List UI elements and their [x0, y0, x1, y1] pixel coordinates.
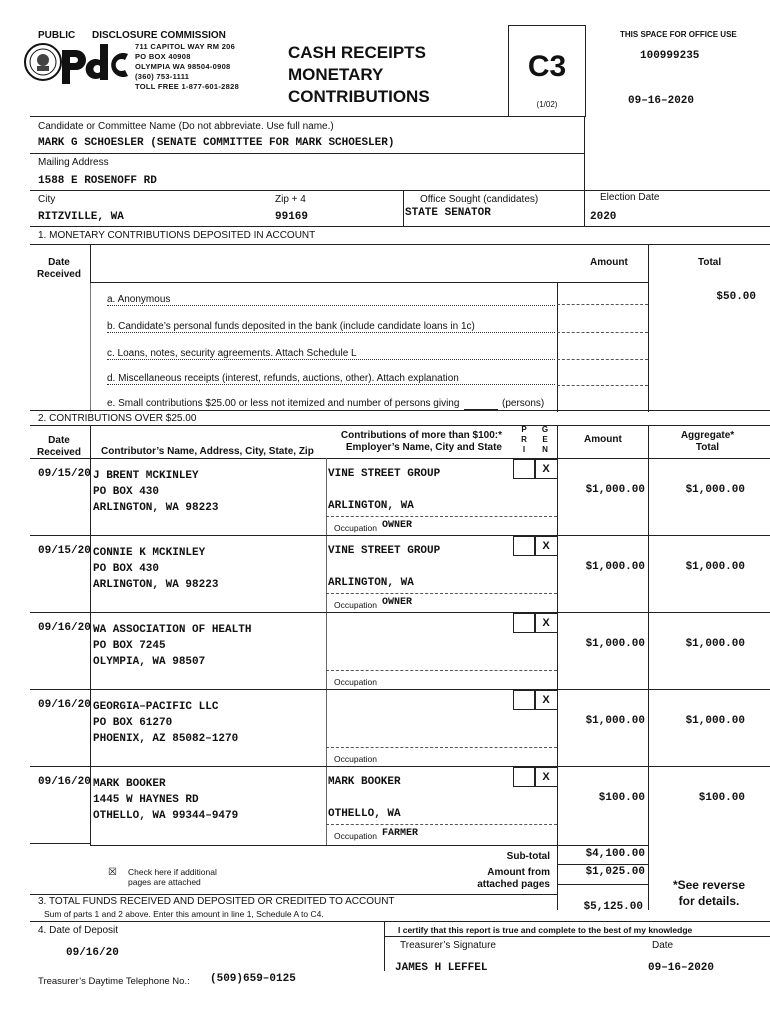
office-sought-label: Office Sought (candidates)	[420, 194, 539, 205]
contributor-city: ARLINGTON, WA 98223	[93, 502, 219, 514]
s2-date-label	[30, 435, 88, 459]
deposit-date: 09/16/20	[66, 947, 119, 959]
s2-employer-label	[300, 430, 502, 454]
row-amount: $1,000.00	[585, 638, 645, 650]
occupation-label: Occupation	[334, 754, 377, 764]
section3-heading: 3. TOTAL FUNDS RECEIVED AND DEPOSITED OR CREDITED TO ACCOUNT	[38, 896, 395, 907]
primary-checkbox[interactable]	[513, 536, 536, 556]
contributor-address: PO BOX 430	[93, 563, 160, 575]
contributor-block	[93, 545, 218, 593]
phone-label: Treasurer’s Daytime Telephone No.:	[38, 976, 190, 987]
section1-heading: 1. MONETARY CONTRIBUTIONS DEPOSITED IN ACCOUNT	[38, 230, 316, 241]
form-code-box	[508, 25, 586, 117]
s2-amount-label: Amount	[584, 434, 622, 445]
title-line: CASH RECEIPTS	[288, 43, 426, 62]
sign-date: 09–16–2020	[648, 962, 715, 974]
employer-city: OTHELLO, WA	[328, 808, 401, 820]
row-aggregate: $1,000.00	[685, 715, 745, 727]
title-line: CONTRIBUTIONS	[288, 87, 430, 106]
address-line: PO BOX 40908	[135, 52, 191, 61]
address-line: (360) 753-1111	[135, 72, 190, 81]
mailing-address: 1588 E ROSENOFF RD	[38, 175, 157, 187]
general-checkbox[interactable]: X	[534, 690, 558, 710]
s1-amount-label: Amount	[590, 257, 628, 268]
pdc-logo	[22, 40, 132, 88]
contributor-name: J BRENT MCKINLEY	[93, 470, 199, 482]
row-date: 09/16/20	[38, 622, 91, 634]
occupation-value: OWNER	[382, 597, 413, 608]
general-checkbox[interactable]: X	[534, 459, 558, 479]
employer-name: VINE STREET GROUP	[328, 545, 441, 557]
attached-pages-checkbox[interactable]: ☒	[108, 867, 117, 878]
row-aggregate: $1,000.00	[685, 638, 745, 650]
office-date: 09–16–2020	[628, 95, 695, 107]
zip-value: 99169	[275, 211, 309, 223]
contributor-name: WA ASSOCIATION OF HEALTH	[93, 624, 252, 636]
label-line: Received	[37, 447, 81, 458]
label-line: Date	[48, 257, 70, 268]
row-aggregate: $1,000.00	[685, 484, 745, 496]
label-line: Received	[37, 269, 81, 280]
general-checkbox[interactable]: X	[534, 613, 558, 633]
title-line: MONETARY	[288, 65, 384, 84]
subtotal-value: $4,100.00	[585, 848, 645, 860]
row-amount: $1,000.00	[585, 715, 645, 727]
total-funds-value: $5,125.00	[583, 901, 643, 913]
attached-pages-label	[128, 867, 217, 887]
label-line: N	[542, 445, 548, 454]
mailing-label: Mailing Address	[38, 157, 109, 168]
general-checkbox[interactable]: X	[534, 536, 558, 556]
city-value: RITZVILLE, WA	[38, 211, 124, 223]
s1-anonymous-total: $50.00	[716, 291, 756, 303]
signature-label: Treasurer’s Signature	[400, 940, 496, 951]
address-line: OLYMPIA WA 98504-0908	[135, 62, 231, 71]
s2-aggregate-label	[650, 430, 765, 454]
row-amount: $1,000.00	[585, 484, 645, 496]
section4-heading: 4. Date of Deposit	[38, 925, 119, 936]
label-line: attached pages	[477, 879, 550, 890]
label-line: Date	[48, 435, 70, 446]
zip-label: Zip + 4	[275, 194, 306, 205]
s1-total-label: Total	[698, 257, 722, 268]
office-use-label: THIS SPACE FOR OFFICE USE	[620, 30, 737, 39]
office-sought: STATE SENATOR	[405, 207, 491, 219]
phone-value: (509)659–0125	[210, 973, 296, 985]
row-aggregate: $100.00	[698, 792, 745, 804]
employer-city: ARLINGTON, WA	[328, 577, 414, 589]
contributor-city: PHOENIX, AZ 85082–1270	[93, 733, 239, 745]
candidate-name: MARK G SCHOESLER (SENATE COMMITTEE FOR MARK SCHOESLER)	[38, 137, 395, 149]
label-line: Amount from	[487, 867, 550, 878]
label-line: G	[541, 425, 549, 434]
s2-contributor-label: Contributor’s Name, Address, City, State, Zip	[101, 446, 314, 457]
label-line: Check here if additional	[128, 867, 217, 877]
contributor-block	[93, 622, 251, 670]
address-line: 711 CAPITOL WAY RM 206	[135, 42, 236, 51]
contributor-name: MARK BOOKER	[93, 778, 166, 790]
contributor-name: GEORGIA–PACIFIC LLC	[93, 701, 219, 713]
label-line: Contributions of more than $100:*	[340, 430, 502, 441]
section2-heading: 2. CONTRIBUTIONS OVER $25.00	[38, 413, 197, 424]
general-checkbox[interactable]: X	[534, 767, 558, 787]
form-code: C3	[527, 50, 567, 83]
contributor-block	[93, 468, 218, 516]
primary-checkbox[interactable]	[513, 459, 536, 479]
s1-date-label	[30, 257, 88, 281]
primary-checkbox[interactable]	[513, 690, 536, 710]
s1-persons-label: (persons)	[502, 398, 545, 409]
employer-city: ARLINGTON, WA	[328, 500, 414, 512]
contributor-address: 1445 W HAYNES RD	[93, 794, 199, 806]
row-date: 09/16/20	[38, 699, 91, 711]
candidate-name-label: Candidate or Committee Name (Do not abbreviate. Use full name.)	[38, 121, 334, 132]
s2-pri-label	[515, 425, 533, 455]
pdc-seal-icon	[22, 40, 132, 88]
election-date-label: Election Date	[600, 192, 660, 203]
label-line: Total	[695, 442, 720, 453]
s1-line-c: c. Loans, notes, security agreements. Attach Schedule L	[107, 348, 555, 360]
see-reverse-note	[650, 877, 768, 909]
occupation-label: Occupation	[334, 523, 377, 533]
row-amount: $1,000.00	[585, 561, 645, 573]
row-date: 09/15/20	[38, 468, 91, 480]
row-amount: $100.00	[598, 792, 645, 804]
election-date: 2020	[590, 211, 617, 223]
sign-date-label: Date	[652, 940, 674, 951]
s1-line-d: d. Miscellaneous receipts (interest, refunds, auctions, other). Attach explanation	[107, 373, 555, 385]
contributor-city: ARLINGTON, WA 98223	[93, 579, 219, 591]
employer-name: VINE STREET GROUP	[328, 468, 441, 480]
agency-name-1: PUBLIC	[38, 30, 76, 41]
form-version: (1/02)	[536, 100, 558, 109]
row-date: 09/16/20	[38, 776, 91, 788]
contributor-city: OTHELLO, WA 99344–9479	[93, 810, 239, 822]
agency-address	[135, 42, 239, 92]
note-line: for details.	[678, 894, 740, 908]
subtotal-label: Sub-total	[506, 851, 550, 862]
row-date: 09/15/20	[38, 545, 91, 557]
contributor-address: PO BOX 430	[93, 486, 160, 498]
label-line: R	[521, 435, 527, 444]
form-title	[288, 42, 430, 108]
label-line: Employer’s Name, City and State	[345, 442, 502, 453]
note-line: *See reverse	[672, 878, 746, 892]
label-line: E	[542, 435, 548, 444]
address-line: TOLL FREE 1-877-601-2828	[135, 82, 240, 91]
contributor-name: CONNIE K MCKINLEY	[93, 547, 206, 559]
label-line: Aggregate*	[680, 430, 735, 441]
section3-sub: Sum of parts 1 and 2 above. Enter this amount in line 1, Schedule A to C4.	[44, 909, 324, 919]
attached-amount-label	[440, 867, 550, 891]
s1-line-b: b. Candidate’s personal funds deposited in the bank (include candidate loans in 1c)	[107, 321, 555, 333]
contributor-city: OLYMPIA, WA 98507	[93, 656, 206, 668]
s2-gen-label	[536, 425, 554, 455]
city-label: City	[38, 194, 56, 205]
contributor-address: PO BOX 7245	[93, 640, 166, 652]
occupation-value: OWNER	[382, 520, 413, 531]
occupation-label: Occupation	[334, 677, 377, 687]
contributor-address: PO BOX 61270	[93, 717, 173, 729]
primary-checkbox[interactable]	[513, 613, 536, 633]
primary-checkbox[interactable]	[513, 767, 536, 787]
agency-name-2: DISCLOSURE COMMISSION	[92, 30, 226, 41]
occupation-label: Occupation	[334, 831, 377, 841]
office-id: 100999235	[640, 50, 700, 62]
s1-line-a: a. Anonymous	[107, 294, 555, 306]
contributor-block	[93, 699, 238, 747]
certify-statement: I certify that this report is true and complete to the best of my knowledge	[398, 925, 693, 935]
treasurer-signature: JAMES H LEFFEL	[395, 962, 488, 974]
contributor-block	[93, 776, 238, 824]
row-aggregate: $1,000.00	[685, 561, 745, 573]
attached-amount-value: $1,025.00	[585, 866, 645, 878]
label-line: I	[522, 445, 526, 454]
employer-name: MARK BOOKER	[328, 776, 401, 788]
label-line: P	[521, 425, 527, 434]
occupation-value: FARMER	[382, 828, 419, 839]
s1-line-e: e. Small contributions $25.00 or less not itemized and number of persons giving	[107, 398, 460, 409]
occupation-label: Occupation	[334, 600, 377, 610]
label-line: pages are attached	[128, 877, 201, 887]
